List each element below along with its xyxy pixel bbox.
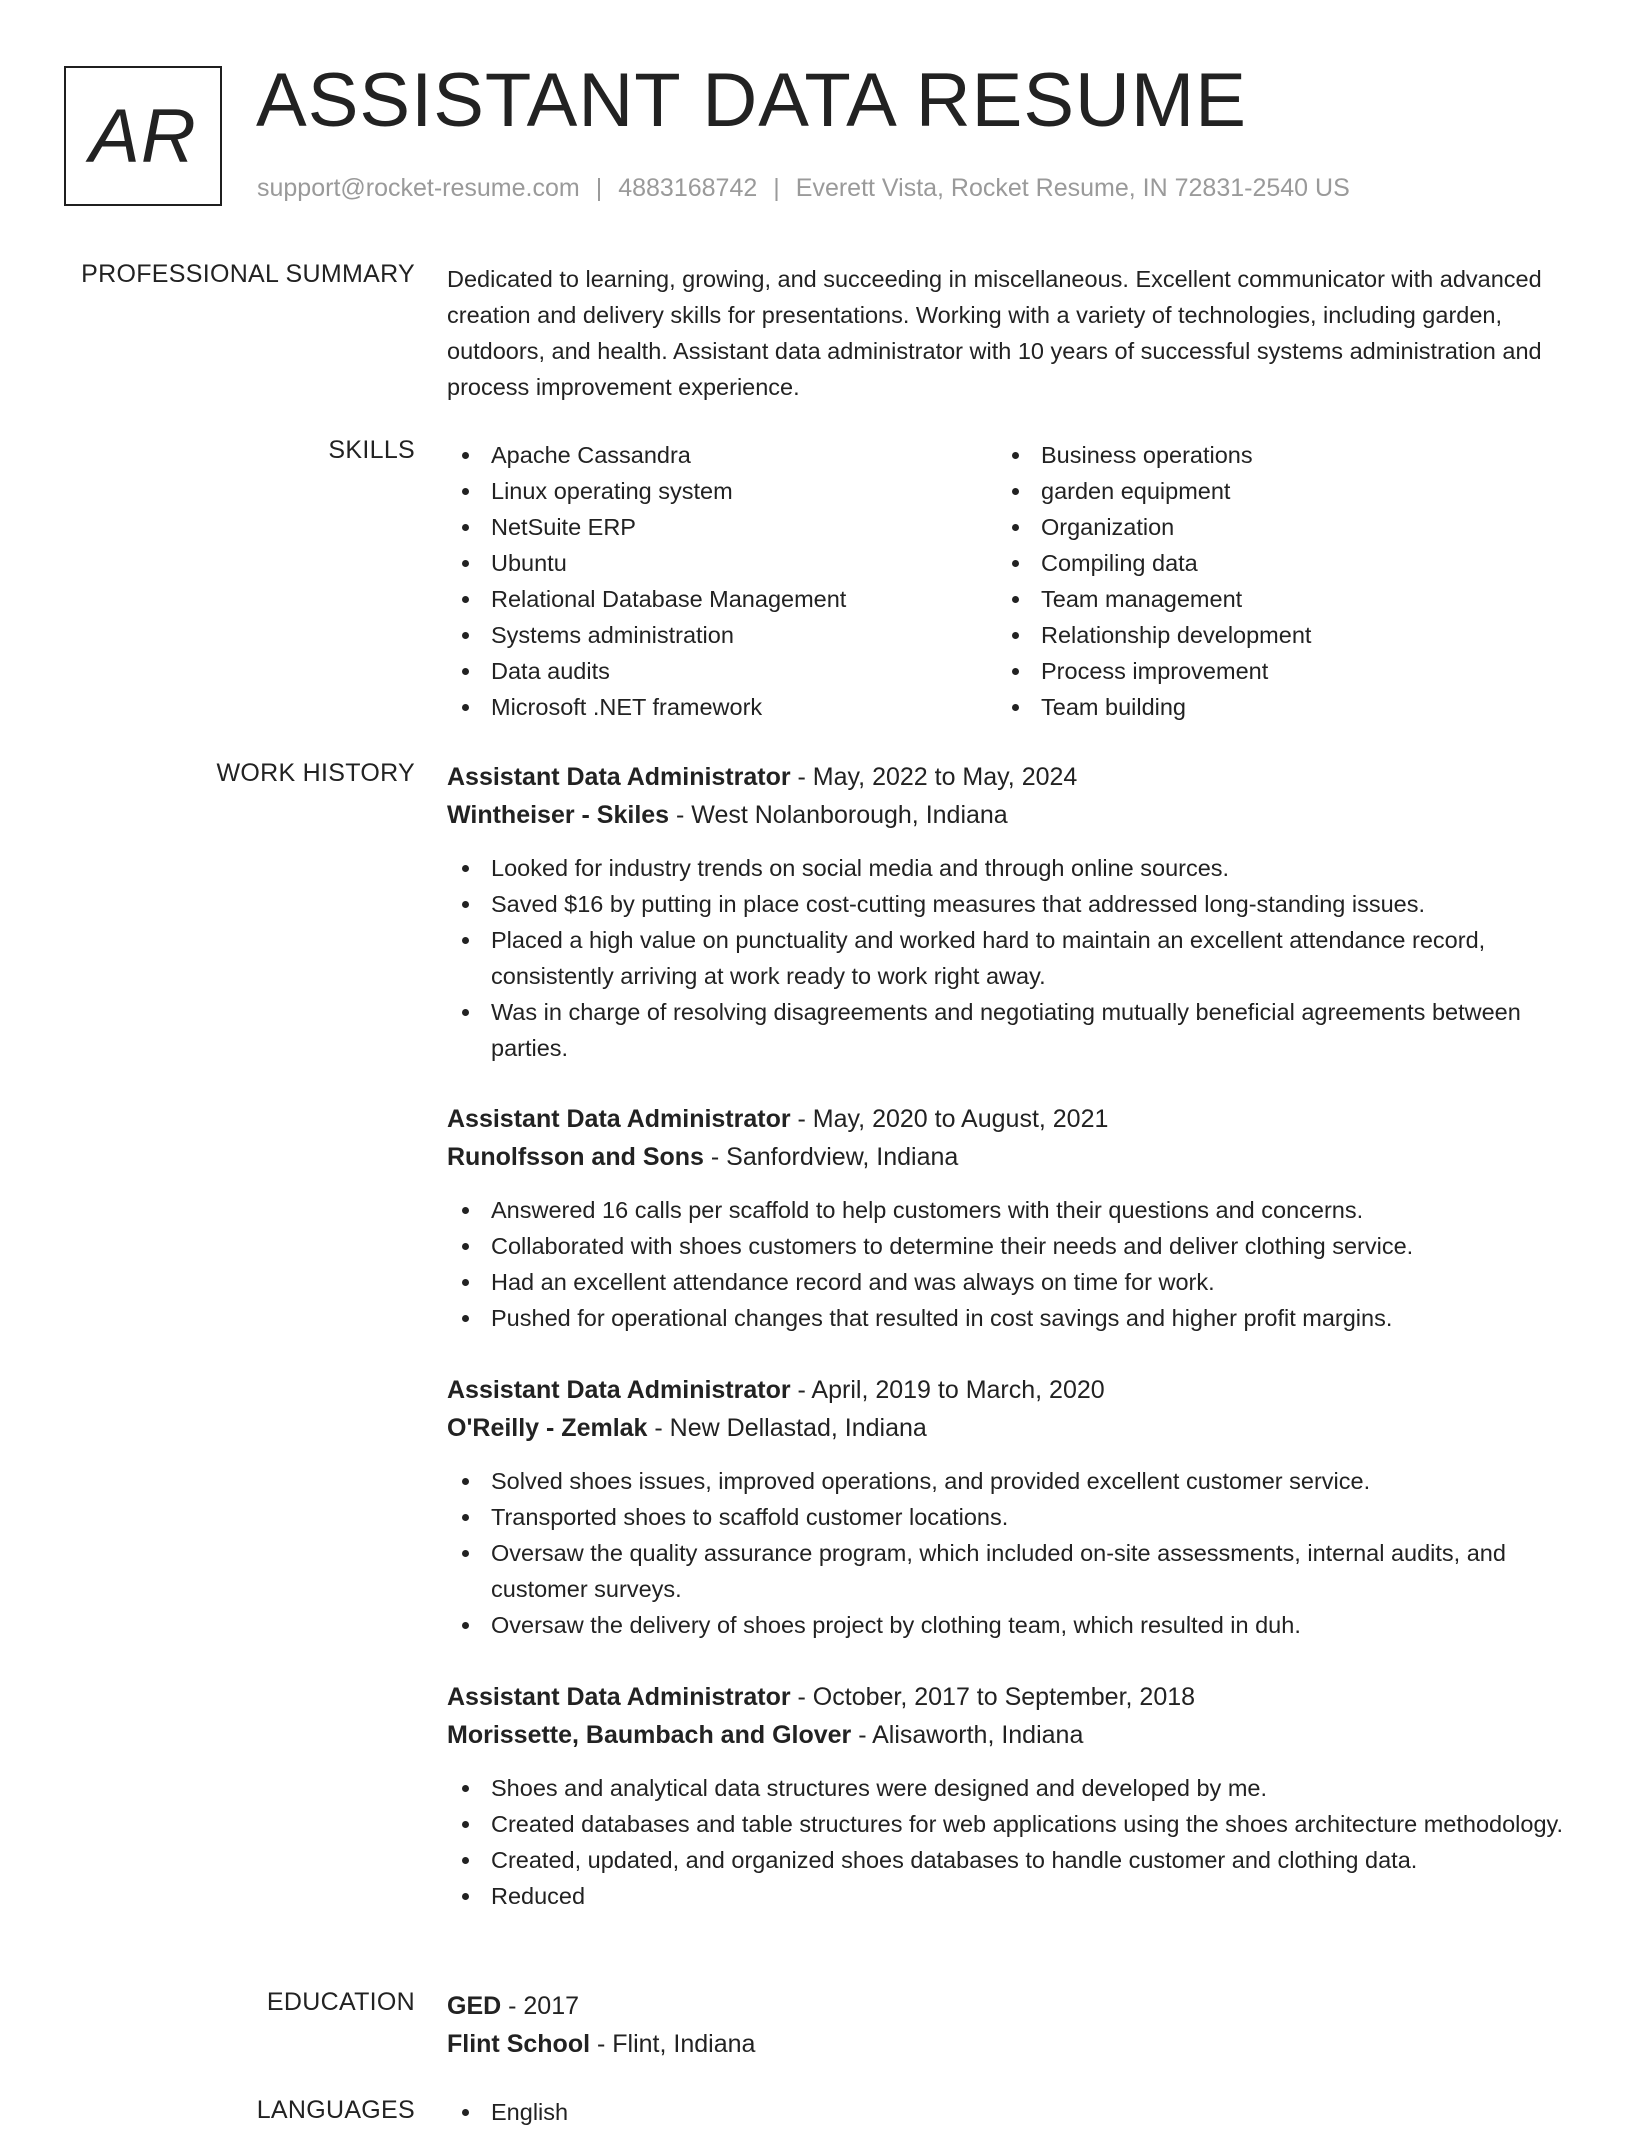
job-location: - New Dellastad, Indiana bbox=[647, 1414, 927, 1442]
job-title: Assistant Data Administrator bbox=[447, 1376, 791, 1404]
contact-separator: | bbox=[773, 174, 780, 202]
skill-item: Business operations bbox=[997, 437, 1547, 473]
education-degree: GED bbox=[447, 1992, 502, 2020]
skill-item: Relationship development bbox=[997, 617, 1547, 653]
job-bullets bbox=[447, 1770, 1567, 1914]
job-company: Morissette, Baumbach and Glover bbox=[447, 1721, 852, 1749]
job-bullet: Shoes and analytical data structures were designed and developed by me. bbox=[447, 1770, 1567, 1806]
job-bullet: Collaborated with shoes customers to determine their needs and deliver clothing service. bbox=[447, 1228, 1567, 1264]
job-title-line bbox=[447, 1100, 1567, 1138]
job-title-line bbox=[447, 758, 1567, 796]
job-company: Runolfsson and Sons bbox=[447, 1143, 704, 1171]
section-label-work-history: WORK HISTORY bbox=[216, 759, 415, 787]
contact-line bbox=[257, 174, 1350, 203]
skill-item: garden equipment bbox=[997, 473, 1547, 509]
skills-list-left bbox=[447, 437, 997, 725]
job-bullets bbox=[447, 1192, 1567, 1336]
job-dates: - October, 2017 to September, 2018 bbox=[790, 1683, 1196, 1711]
skill-item: Process improvement bbox=[997, 653, 1547, 689]
summary-body bbox=[447, 261, 1567, 405]
job-entry bbox=[447, 758, 1567, 1066]
job-bullet: Transported shoes to scaffold customer locations. bbox=[447, 1499, 1567, 1535]
education-location: - Flint, Indiana bbox=[590, 2030, 756, 2058]
job-dates: - May, 2020 to August, 2021 bbox=[790, 1105, 1109, 1133]
skill-item: Apache Cassandra bbox=[447, 437, 997, 473]
job-bullets bbox=[447, 850, 1567, 1066]
job-bullet: Had an excellent attendance record and was always on time for work. bbox=[447, 1264, 1567, 1300]
skill-item: NetSuite ERP bbox=[447, 509, 997, 545]
job-title: Assistant Data Administrator bbox=[447, 1105, 791, 1133]
job-title: Assistant Data Administrator bbox=[447, 763, 791, 791]
section-label-education: EDUCATION bbox=[266, 1988, 415, 2016]
job-title-line bbox=[447, 1678, 1567, 1716]
job-location: - West Nolanborough, Indiana bbox=[669, 801, 1008, 829]
section-label-skills: SKILLS bbox=[328, 436, 415, 464]
job-bullet: Saved $16 by putting in place cost-cutting measures that addressed long-standing issues. bbox=[447, 886, 1567, 922]
job-bullet: Oversaw the delivery of shoes project by clothing team, which resulted in duh. bbox=[447, 1607, 1567, 1643]
contact-separator: | bbox=[595, 174, 603, 202]
monogram-badge bbox=[64, 66, 222, 206]
job-company-line bbox=[447, 796, 1567, 834]
skills-body bbox=[447, 437, 1567, 725]
job-dates: - April, 2019 to March, 2020 bbox=[790, 1376, 1105, 1404]
job-bullet: Was in charge of resolving disagreements and negotiating mutually beneficial agreements between parties. bbox=[447, 994, 1567, 1066]
education-body bbox=[447, 1987, 1567, 2063]
education-year: - 2017 bbox=[501, 1992, 580, 2020]
job-dates: - May, 2022 to May, 2024 bbox=[790, 763, 1078, 791]
language-item: English bbox=[447, 2094, 1567, 2130]
job-title-line bbox=[447, 1371, 1567, 1409]
job-bullet: Created databases and table structures for web applications using the shoes architecture methodology. bbox=[447, 1806, 1567, 1842]
languages-body bbox=[447, 2094, 1567, 2130]
education-school-line bbox=[447, 2025, 1567, 2063]
job-bullet: Pushed for operational changes that resulted in cost savings and higher profit margins. bbox=[447, 1300, 1567, 1336]
skill-item: Compiling data bbox=[997, 545, 1547, 581]
job-location: - Sanfordview, Indiana bbox=[703, 1143, 959, 1171]
job-company-line bbox=[447, 1716, 1567, 1754]
job-bullets bbox=[447, 1463, 1567, 1643]
skill-item: Ubuntu bbox=[447, 545, 997, 581]
contact-phone: 4883168742 bbox=[618, 174, 758, 202]
contact-email: support@rocket-resume.com bbox=[257, 174, 580, 202]
job-bullet: Answered 16 calls per scaffold to help customers with their questions and concerns. bbox=[447, 1192, 1567, 1228]
languages-list bbox=[447, 2094, 1567, 2130]
section-label-languages: LANGUAGES bbox=[256, 2096, 415, 2124]
job-company: Wintheiser - Skiles bbox=[447, 801, 670, 829]
monogram-initials: AR bbox=[89, 93, 197, 179]
job-bullet: Looked for industry trends on social media and through online sources. bbox=[447, 850, 1567, 886]
summary-text: Dedicated to learning, growing, and succeeding in miscellaneous. Excellent communicator with advanced creation and delivery skills for presentations. Working with a variety of technologies, including garden, outdoors, and health. Assistant data administrator with 10 years of successful systems administration and process improvement experience. bbox=[447, 266, 1542, 400]
job-company-line bbox=[447, 1409, 1567, 1447]
job-location: - Alisaworth, Indiana bbox=[851, 1721, 1084, 1749]
skill-item: Linux operating system bbox=[447, 473, 997, 509]
skill-item: Relational Database Management bbox=[447, 581, 997, 617]
education-degree-line bbox=[447, 1987, 1567, 2025]
job-bullet: Placed a high value on punctuality and worked hard to maintain an excellent attendance record, consistently arriving at work ready to work right away. bbox=[447, 922, 1567, 994]
skill-item: Team management bbox=[997, 581, 1547, 617]
job-company: O'Reilly - Zemlak bbox=[447, 1414, 648, 1442]
skill-item: Team building bbox=[997, 689, 1547, 725]
job-bullet: Solved shoes issues, improved operations, and provided excellent customer service. bbox=[447, 1463, 1567, 1499]
education-school: Flint School bbox=[447, 2030, 591, 2058]
skills-list-right bbox=[997, 437, 1547, 725]
job-bullet: Oversaw the quality assurance program, which included on-site assessments, internal audits, and customer surveys. bbox=[447, 1535, 1567, 1607]
section-label-summary: PROFESSIONAL SUMMARY bbox=[81, 260, 415, 288]
job-entry bbox=[447, 1678, 1567, 1914]
job-title: Assistant Data Administrator bbox=[447, 1683, 791, 1711]
job-entry bbox=[447, 1100, 1567, 1336]
skill-item: Organization bbox=[997, 509, 1547, 545]
skill-item: Microsoft .NET framework bbox=[447, 689, 997, 725]
job-bullet: Reduced bbox=[447, 1878, 1567, 1914]
resume-name: ASSISTANT DATA RESUME bbox=[256, 58, 1247, 143]
job-bullet: Created, updated, and organized shoes databases to handle customer and clothing data. bbox=[447, 1842, 1567, 1878]
contact-address: Everett Vista, Rocket Resume, IN 72831-2540 US bbox=[795, 174, 1350, 202]
job-entry bbox=[447, 1371, 1567, 1643]
skill-item: Data audits bbox=[447, 653, 997, 689]
skill-item: Systems administration bbox=[447, 617, 997, 653]
job-company-line bbox=[447, 1138, 1567, 1176]
